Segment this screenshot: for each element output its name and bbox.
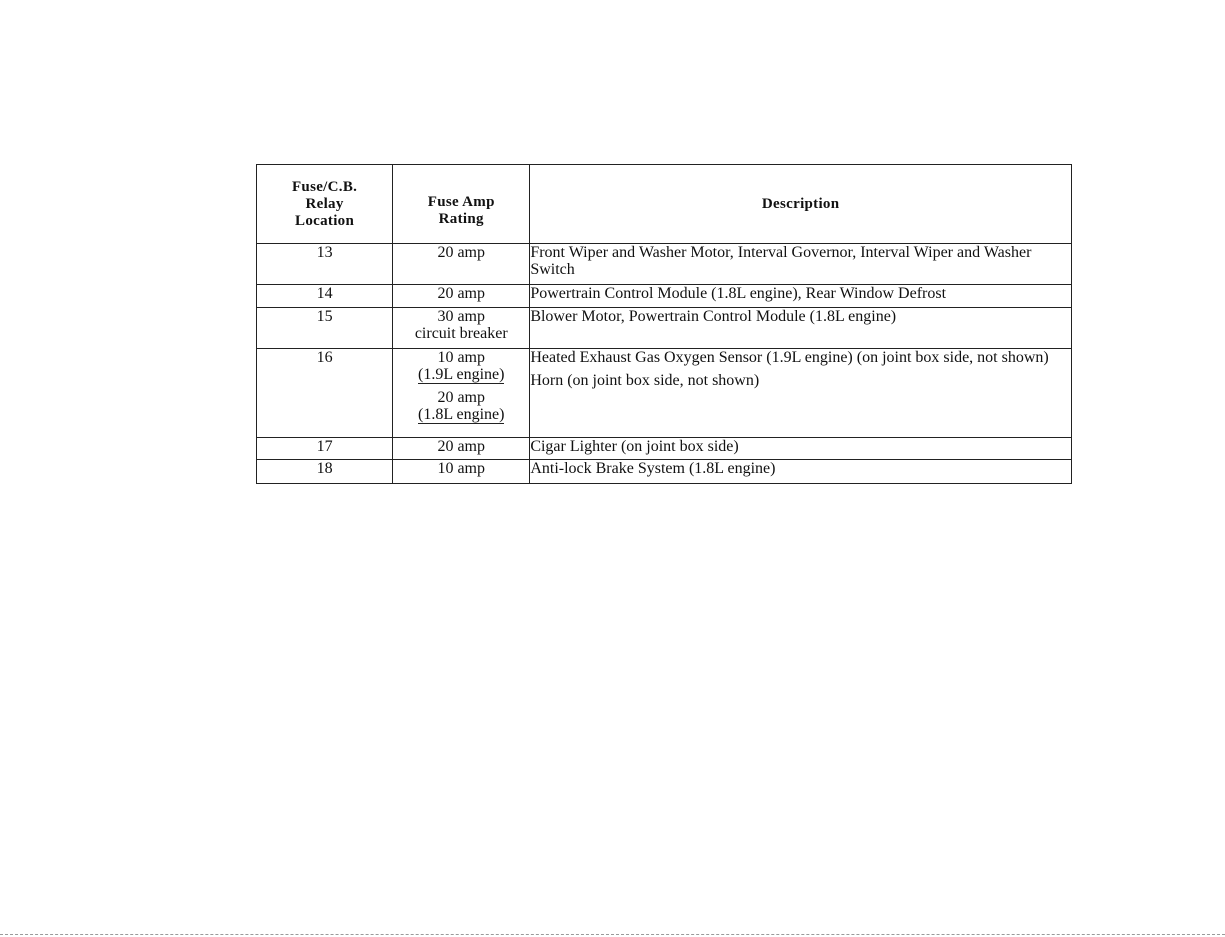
header-amp-line: Rating	[438, 211, 484, 227]
table-row	[257, 244, 1072, 285]
cell-location: 14	[257, 285, 393, 308]
cell-amp	[393, 244, 530, 285]
header-amp-rating	[393, 165, 530, 244]
description-text: Front Wiper and Washer Motor, Interval Governor, Interval Wiper and Washer Switch	[530, 244, 1032, 278]
table-row	[257, 285, 1072, 308]
cell-location: 16	[257, 349, 393, 438]
description-text: Blower Motor, Powertrain Control Module (1.8L engine)	[530, 308, 897, 325]
cell-location: 15	[257, 308, 393, 349]
cell-description	[530, 349, 1072, 438]
description-text: Cigar Lighter (on joint box side)	[530, 438, 739, 455]
cell-description	[530, 460, 1072, 484]
table-row	[257, 349, 1072, 438]
amp-note: (1.8L engine)	[417, 406, 505, 423]
fuse-table	[256, 164, 1072, 484]
cell-location: 13	[257, 244, 393, 285]
cell-description	[530, 285, 1072, 308]
header-location-line: Fuse/C.B.	[291, 178, 358, 195]
amp-note-wrap	[393, 406, 529, 424]
cell-amp	[393, 438, 530, 460]
cell-amp	[393, 460, 530, 484]
header-amp-line: Fuse Amp	[427, 194, 495, 210]
amp-note: (1.9L engine)	[417, 366, 505, 383]
amp-note-wrap	[393, 366, 529, 384]
amp-value: 20 amp	[437, 285, 485, 302]
cell-amp	[393, 308, 530, 349]
header-location-line: Location	[295, 212, 355, 229]
description-text: Heated Exhaust Gas Oxygen Sensor (1.9L engine) (on joint box side, not shown)	[530, 349, 1049, 366]
page-edge-line	[0, 934, 1225, 935]
cell-location: 17	[257, 438, 393, 460]
cell-amp	[393, 285, 530, 308]
table-row	[257, 308, 1072, 349]
amp-value: 10 amp	[437, 460, 485, 477]
table-row	[257, 460, 1072, 484]
table-row	[257, 438, 1072, 460]
cell-location: 18	[257, 460, 393, 484]
cell-amp	[393, 349, 530, 438]
description-text: Powertrain Control Module (1.8L engine), Rear Window Defrost	[530, 285, 947, 302]
cell-description	[530, 438, 1072, 460]
amp-value: 20 amp	[437, 244, 485, 261]
amp-note: circuit breaker	[414, 325, 508, 342]
table-header-row	[257, 165, 1072, 244]
header-description: Description	[530, 165, 1072, 244]
amp-value: 30 amp	[437, 308, 485, 325]
description-text: Anti-lock Brake System (1.8L engine)	[530, 460, 776, 477]
cell-description	[530, 244, 1072, 285]
description-text: Horn (on joint box side, not shown)	[530, 372, 760, 389]
amp-value: 10 amp	[437, 349, 485, 366]
amp-value: 20 amp	[437, 438, 485, 455]
header-location-line: Relay	[305, 195, 344, 212]
cell-description	[530, 308, 1072, 349]
header-location	[257, 165, 393, 244]
amp-value: 20 amp	[437, 389, 485, 406]
